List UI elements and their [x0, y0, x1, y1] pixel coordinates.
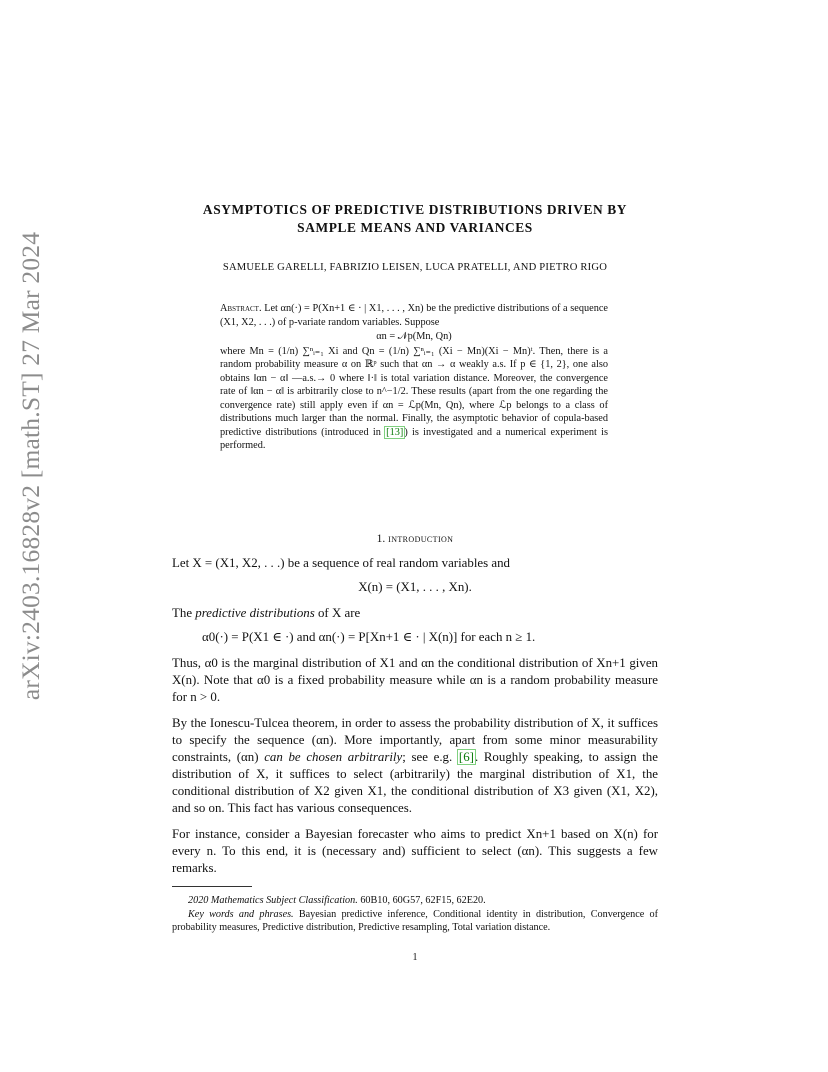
predictive-distributions-term: predictive distributions	[195, 606, 315, 620]
footnote-msc	[172, 894, 658, 908]
title-line-1: ASYMPTOTICS OF PREDICTIVE DISTRIBUTIONS DRIVEN BY	[202, 202, 628, 217]
footnote-rule	[172, 886, 252, 887]
paper-title	[150, 201, 680, 237]
footnotes	[172, 894, 658, 935]
citation-link-6[interactable]: [6]	[458, 750, 474, 764]
footnote-keywords	[172, 908, 658, 935]
author-list: SAMUELE GARELLI, FABRIZIO LEISEN, LUCA PRATELLI, AND PIETRO RIGO	[222, 262, 608, 273]
body-para-2	[172, 605, 658, 622]
abstract-text-2: where Mn = (1/n) ∑ⁿᵢ₌₁ Xi and Qn = (1/n) ∑ⁿᵢ₌₁ (Xi − Mn)(Xi − Mn)ᵗ. Then, there is a random probability measure α on ℝᵖ such that αn → α weakly a.s. If p ∈ {1, 2}, one also obtains ‖αn − α‖ —a.s.→ 0 where ‖·‖ is total variation distance. Moreover, the convergence rate of ‖αn − α‖ is arbitrarily close to n^−1/2. These results (apart from the one regarding the convergence rate) still apply even if αn = ℒp(Mn, Qn), where ℒp belongs to a class of distributions much larger than the normal. Finally, the asymptotic behavior of copula-based predictive distributions (introduced in	[220, 345, 608, 438]
body-para-5: For instance, consider a Bayesian forecaster who aims to predict Xn+1 based on X(n) for every n. To this end, it is (necessary and) sufficient to select (αn). This suggests a few remarks.	[172, 827, 658, 875]
body-para-2-b: of X are	[317, 606, 361, 620]
body-para-4-a: By the Ionescu-Tulcea theorem, in order to assess the probability distribution of X, it suffices to specify the sequence (αn). More importantly, apart from some minor measurability constraints, (αn)	[172, 716, 658, 764]
body-para-4-c: . Roughly speaking, to assign the distribution of X, it suffices to select (arbitrarily) the marginal distribution of X1, the conditional distribution of X2 given X1, the conditional distribution of X3 given (X1, X2), and so on. This fact has various consequences.	[172, 750, 658, 815]
body-para-2-a: The	[172, 606, 193, 620]
abstract-para-2	[220, 345, 608, 453]
equation-xn: X(n) = (X1, . . . , Xn).	[358, 580, 472, 594]
footnote-msc-label: 2020 Mathematics Subject Classification.	[188, 895, 358, 906]
footnote-keywords-text: Bayesian predictive inference, Conditional identity in distribution, Convergence of probability measures, Predictive distribution, Predictive resampling, Total variation distance.	[172, 908, 658, 933]
abstract	[220, 302, 608, 453]
body-para-4-emphasis: can be chosen arbitrarily	[264, 750, 403, 764]
footnote-keywords-label: Key words and phrases.	[188, 908, 294, 920]
footnote-msc-codes: 60B10, 60G57, 62F15, 62E20.	[360, 895, 486, 906]
abstract-text-2-end: ) is investigated and a numerical experiment is performed.	[220, 426, 608, 451]
abstract-equation: αn = 𝒩p(Mn, Qn)	[376, 331, 452, 342]
section-number: 1.	[376, 533, 386, 545]
body-para-3: Thus, α0 is the marginal distribution of X1 and αn the conditional distribution of Xn+1 given X(n). Note that α0 is a fixed probability measure while αn is a random probability measure for n > 0.	[172, 656, 658, 704]
page-number: 1	[412, 952, 418, 963]
body-para-1: Let X = (X1, X2, . . .) be a sequence of real random variables and	[172, 556, 511, 570]
abstract-para-1	[220, 302, 608, 329]
section-title: introduction	[388, 533, 454, 545]
body-para-4-b: ; see e.g.	[402, 750, 453, 764]
citation-link-13[interactable]: [13]	[386, 426, 404, 438]
abstract-heading: Abstract.	[220, 303, 262, 314]
abstract-text-1: Let αn(·) = P(Xn+1 ∈ · | X1, . . . , Xn) be the predictive distributions of a sequence (X1, X2, . . .) of p-variate random variables. Suppose	[220, 303, 608, 328]
arxiv-identifier-text: arXiv:2403.16828v2 [math.ST] 27 Mar 2024	[16, 231, 46, 701]
section-heading	[150, 533, 680, 545]
title-line-2: SAMPLE MEANS AND VARIANCES	[297, 220, 533, 235]
arxiv-identifier-stamp	[0, 231, 62, 701]
equation-alpha: α0(·) = P(X1 ∈ ·) and αn(·) = P[Xn+1 ∈ · | X(n)] for each n ≥ 1.	[202, 630, 536, 644]
body-text	[172, 555, 658, 886]
body-para-4	[172, 715, 658, 817]
